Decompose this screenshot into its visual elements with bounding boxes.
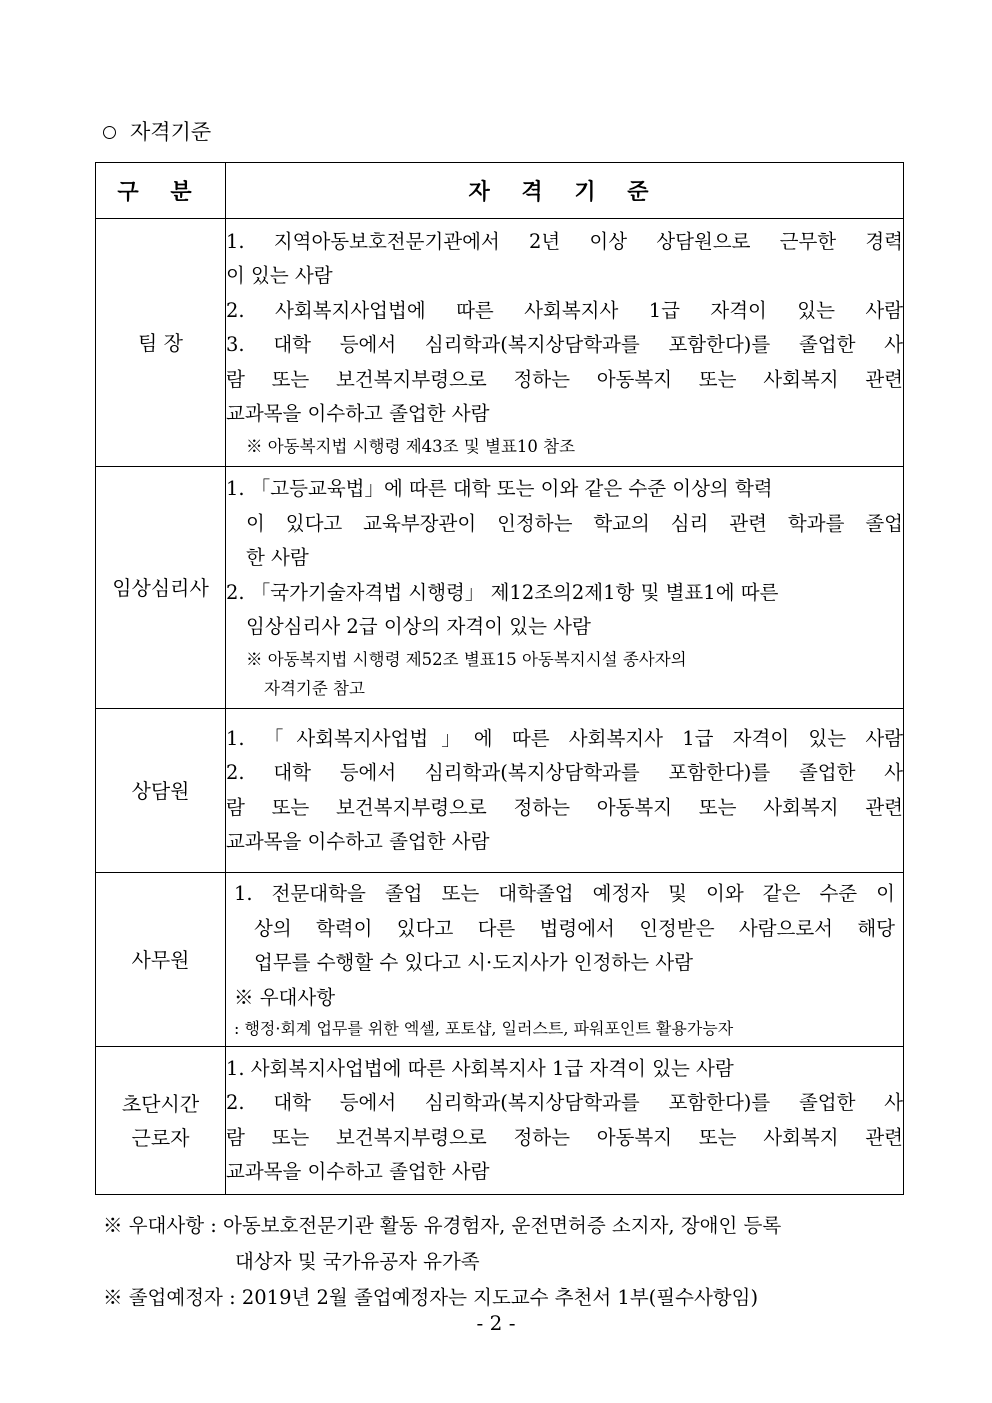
criteria-line: 이 있는 사람 xyxy=(226,264,333,287)
section-title xyxy=(103,117,211,147)
row-category xyxy=(96,1047,226,1195)
criteria-line: 2. 대학 등에서 심리학과(복지상담학과를 포함한다)를 졸업한 사 xyxy=(226,761,903,784)
header-criteria: 자 격 기 준 xyxy=(226,163,904,219)
criteria-line: 교과목을 이수하고 졸업한 사람 xyxy=(226,1160,490,1183)
criteria-line: 교과목을 이수하고 졸업한 사람 xyxy=(226,402,490,425)
row-criteria xyxy=(226,873,904,1047)
circle-bullet-icon xyxy=(103,126,116,139)
criteria-line: 업무를 수행할 수 있다고 시·도지사가 인정하는 사람 xyxy=(254,951,693,974)
category-line: 근로자 xyxy=(131,1125,190,1150)
preference-heading: ※ 우대사항 xyxy=(234,985,336,1009)
row-category: 사무원 xyxy=(96,873,226,1047)
preference-note-line: ※ 우대사항 : 아동보호전문기관 활동 유경험자, 운전면허증 소지자, 장애인 등록 xyxy=(103,1214,782,1237)
criteria-line: 3. 대학 등에서 심리학과(복지상담학과를 포함한다)를 졸업한 사 xyxy=(226,333,903,356)
criteria-line: 2. 대학 등에서 심리학과(복지상담학과를 포함한다)를 졸업한 사 xyxy=(226,1091,903,1114)
table-header-row xyxy=(96,163,904,219)
table-row xyxy=(96,1047,904,1195)
page-number: - 2 - xyxy=(476,1311,516,1335)
criteria-line: 1. 「고등교육법」에 따른 대학 또는 이와 같은 수준 이상의 학력 xyxy=(226,477,773,501)
criteria-line: 2. 「국가기술자격법 시행령」 제12조의2제1항 및 별표1에 따른 xyxy=(226,580,779,604)
criteria-line: 람 또는 보건복지부령으로 정하는 아동복지 또는 사회복지 관련 xyxy=(226,367,903,391)
criteria-line: 1. 「사회복지사업법」에 따른 사회복지사 1급 자격이 있는 사람 xyxy=(226,726,903,750)
section-title-text: 자격기준 xyxy=(130,120,212,144)
criteria-line: 1. 지역아동보호전문기관에서 2년 이상 상담원으로 근무한 경력 xyxy=(226,229,903,253)
row-category: 임상심리사 xyxy=(96,467,226,709)
header-category: 구 분 xyxy=(96,163,226,219)
preference-note-line: 대상자 및 국가유공자 유가족 xyxy=(235,1250,480,1273)
row-criteria xyxy=(226,709,904,873)
graduate-note-line: ※ 졸업예정자 : 2019년 2월 졸업예정자는 지도교수 추천서 1부(필수사항임) xyxy=(103,1286,759,1309)
table-row xyxy=(96,709,904,873)
criteria-line: 한 사람 xyxy=(246,546,309,570)
criteria-line: 1. 사회복지사업법에 따른 사회복지사 1급 자격이 있는 사람 xyxy=(226,1056,734,1080)
criteria-line: 임상심리사 2급 이상의 자격이 있는 사람 xyxy=(246,615,591,639)
table-row xyxy=(96,467,904,709)
criteria-line: 람 또는 보건복지부령으로 정하는 아동복지 또는 사회복지 관련 xyxy=(226,795,903,819)
row-criteria xyxy=(226,219,904,467)
criteria-line: 상의 학력이 있다고 다른 법령에서 인정받은 사람으로서 해당 xyxy=(254,916,895,940)
footer-notes xyxy=(103,1208,903,1316)
criteria-line: 이 있다고 교육부장관이 인정하는 학교의 심리 관련 학과를 졸업 xyxy=(246,511,903,535)
row-category: 상담원 xyxy=(96,709,226,873)
criteria-table xyxy=(95,162,904,1195)
reference-note: ※ 아동복지법 시행령 제52조 별표15 아동복지시설 종사자의 xyxy=(246,649,687,669)
reference-note: 자격기준 참고 xyxy=(264,678,365,698)
table-row xyxy=(96,219,904,467)
reference-note: ※ 아동복지법 시행령 제43조 및 별표10 참조 xyxy=(246,436,576,456)
criteria-line: 교과목을 이수하고 졸업한 사람 xyxy=(226,830,490,853)
preference-detail: : 행정·회계 업무를 위한 엑셀, 포토샵, 일러스트, 파워포인트 활용가능자 xyxy=(234,1019,734,1038)
table-row xyxy=(96,873,904,1047)
criteria-line: 2. 사회복지사업법에 따른 사회복지사 1급 자격이 있는 사람 xyxy=(226,298,903,322)
criteria-line: 1. 전문대학을 졸업 또는 대학졸업 예정자 및 이와 같은 수준 이 xyxy=(234,882,895,905)
row-category: 팀 장 xyxy=(96,219,226,467)
row-criteria xyxy=(226,1047,904,1195)
category-line: 초단시간 xyxy=(121,1091,200,1116)
criteria-line: 람 또는 보건복지부령으로 정하는 아동복지 또는 사회복지 관련 xyxy=(226,1125,903,1149)
row-criteria xyxy=(226,467,904,709)
